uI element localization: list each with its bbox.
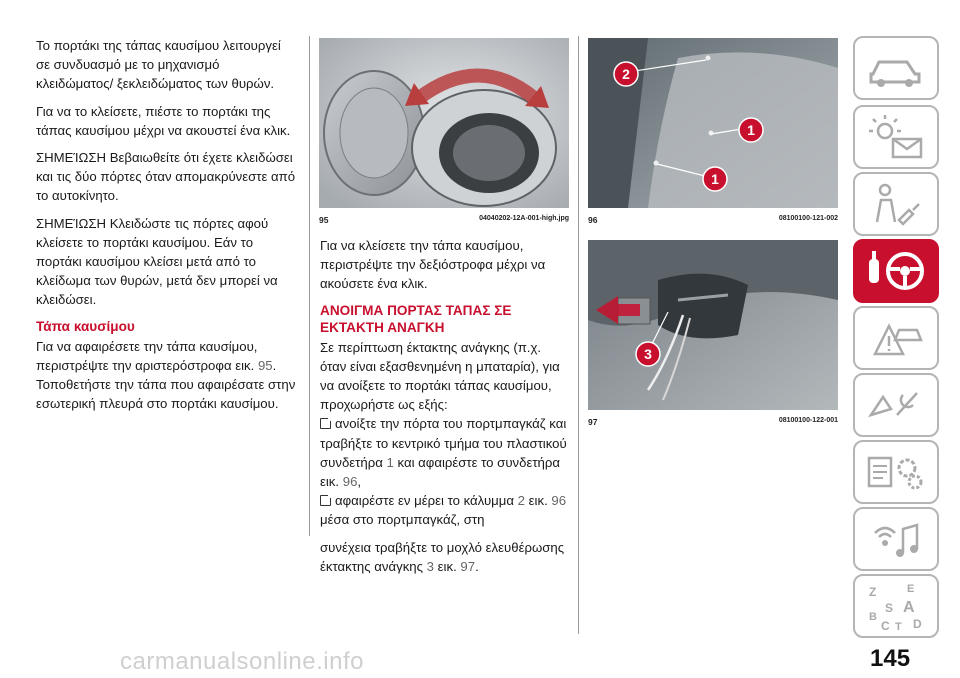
text: Για να αφαιρέσετε την τάπα καυσίμου, περιστρέψτε την αριστερόστροφα εικ. (36, 338, 258, 373)
text: . Τοποθετήστε την τάπα που αφαιρέσατε στην εσωτερική πλευρά στο πορτάκι καυσίμου. (36, 357, 296, 412)
safety-icon (855, 174, 937, 234)
paragraph (320, 538, 568, 576)
column-divider (309, 36, 310, 536)
tab-technical-data[interactable] (853, 440, 939, 504)
tab-maintenance[interactable] (853, 373, 939, 437)
section-heading: Τάπα καυσίμου (36, 318, 135, 334)
watermark: carmanualsonline.info (120, 648, 364, 675)
gears-icon (855, 442, 937, 502)
tab-index[interactable] (853, 574, 939, 638)
index-letters-icon (855, 576, 937, 636)
paragraph: Για να το κλείσετε, πιέστε το πορτάκι της τάπας καυσίμου μέχρι να ακουστεί ένα κλικ. (36, 103, 291, 138)
release-lever-illustration (588, 240, 838, 410)
figure-ref[interactable]: 95 (257, 357, 273, 373)
figure-95-photo (319, 38, 569, 208)
emergency-icon (855, 308, 937, 368)
figure-96-photo (588, 38, 838, 208)
car-icon (855, 38, 937, 98)
note-paragraph: ΣΗΜΕΊΩΣΗ Βεβαιωθείτε ότι έχετε κλειδώσει και τις δύο πόρτες όταν απομακρύνεστε από το αυτοκίνητο. (36, 150, 296, 204)
svg-text:C: C (881, 619, 890, 633)
text: μέσα στο πορτμπαγκάζ, στη (320, 512, 485, 528)
text: , (357, 474, 362, 490)
tab-starting-and-driving[interactable] (853, 239, 939, 303)
svg-text:Z: Z (869, 585, 877, 599)
tab-multimedia[interactable] (853, 507, 939, 571)
left-column (36, 36, 298, 421)
text: συνέχεια τραβήξτε το μοχλό ελευθέρωσης έκτακτης ανάγκης (320, 539, 565, 574)
svg-text:E: E (907, 583, 915, 595)
column-divider (578, 36, 579, 634)
figure-code: 04040202-12A-001-high.jpg (479, 215, 569, 222)
paragraph (36, 337, 298, 414)
figure-code: 08100100-121-002 (778, 215, 838, 222)
figure-number: 95 (319, 215, 329, 225)
svg-text:B: B (869, 611, 877, 623)
paragraph: Για να κλείσετε την τάπα καυσίμου, περιστρέψτε την δεξιόστροφα μέχρι να ακούσετε ένα κλικ. (320, 238, 546, 292)
callout-ref: 2 (517, 493, 525, 509)
bullet-item (320, 414, 568, 491)
callout-label: 2 (622, 66, 630, 82)
figure-code: 08100100-122-001 (778, 417, 838, 424)
text: εικ. (434, 558, 461, 574)
svg-text:D: D (913, 617, 922, 631)
steering-wheel-key-icon (855, 241, 937, 301)
figure-97-photo (588, 240, 838, 410)
page-number: 145 (870, 645, 911, 672)
text: και αφαιρέστε το συνδετήρα εικ. (320, 454, 561, 490)
warning-lights-icon (855, 107, 937, 167)
figure-number: 96 (588, 215, 598, 225)
figure-ref[interactable]: 96 (342, 474, 358, 490)
callout-ref: 3 (426, 558, 435, 574)
tab-warning-lights[interactable] (853, 105, 939, 169)
figure-caption (319, 215, 569, 225)
text: αφαιρέστε εν μέρει το κάλυμμα (335, 493, 518, 509)
text: . (475, 558, 479, 574)
figure-caption (588, 417, 838, 427)
svg-text:T: T (895, 621, 902, 633)
fuel-cap-illustration (319, 38, 569, 208)
tab-safety[interactable] (853, 172, 939, 236)
trunk-panel-illustration (588, 38, 838, 208)
text: εικ. (525, 493, 552, 509)
svg-text:A: A (903, 599, 915, 616)
tab-car-overview[interactable] (853, 36, 939, 100)
paragraph: Το πορτάκι της τάπας καυσίμου λειτουργεί σε συνδυασμό με το μηχανισμό κλειδώματος/ ξεκλειδώματος των θυρών. (36, 38, 281, 92)
note-paragraph: ΣΗΜΕΊΩΣΗ Κλειδώστε τις πόρτες αφού κλείσετε το πορτάκι καυσίμου. Εάν το πορτάκι καυσίμου κλείσει μετά από το κλείδωμα των θυρών, μετά δεν μπορεί να κλειδώσει. (36, 215, 278, 308)
checkbox-bullet-icon (320, 495, 331, 506)
figure-ref[interactable]: 97 (460, 558, 476, 574)
figure-number: 97 (588, 417, 598, 427)
multimedia-icon (855, 509, 937, 569)
callout-ref: 1 (386, 454, 394, 470)
text: ανοίξτε την πόρτα του πορτμπαγκάζ και τραβήξτε το κεντρικό τμήμα του πλαστικού συνδετήρα (320, 416, 567, 470)
checkbox-bullet-icon (320, 418, 331, 429)
callout-label: 3 (644, 346, 652, 362)
callout-label: 1 (747, 122, 755, 138)
middle-column (320, 236, 568, 584)
bullet-item (320, 491, 568, 529)
tab-emergency[interactable] (853, 306, 939, 370)
section-heading: ΑΝΟΙΓΜΑ ΠΟΡΤΑΣ ΤΑΠΑΣ ΣΕ ΕΚΤΑΚΤΗ ΑΝΑΓΚΗ (320, 302, 512, 335)
svg-text:S: S (885, 601, 894, 615)
callout-label: 1 (711, 171, 719, 187)
figure-caption (588, 215, 838, 225)
paragraph: Σε περίπτωση έκτακτης ανάγκης (π.χ. όταν είναι εξασθενημένη η μπαταρία), για να ανοίξετε το πορτάκι τάπας καυσίμου, προχωρήστε ως εξής: (320, 339, 560, 413)
maintenance-icon (855, 375, 937, 435)
figure-ref[interactable]: 96 (551, 493, 567, 509)
